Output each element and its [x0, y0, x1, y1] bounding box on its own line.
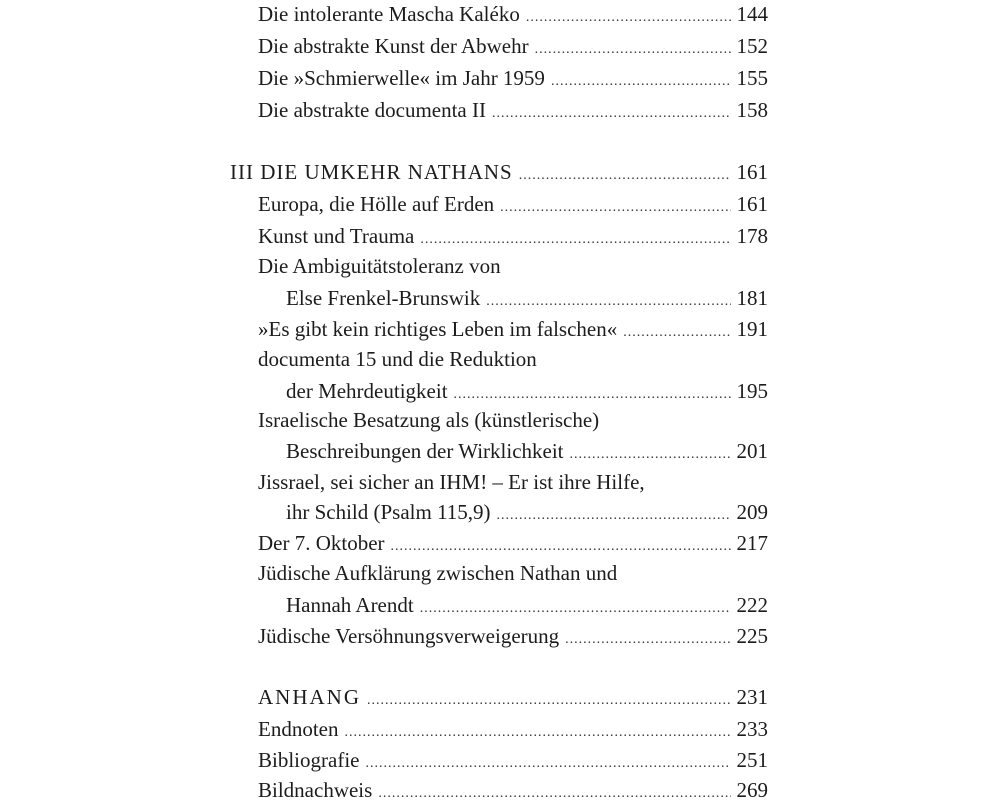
toc-entry: [258, 220, 768, 252]
toc-entry: [258, 620, 768, 652]
toc-entry: [258, 94, 768, 126]
toc-entry-page: 195: [736, 379, 768, 403]
toc-entry: [258, 0, 768, 30]
toc-entry-page: 178: [736, 224, 768, 248]
toc-entry: [258, 313, 768, 345]
toc-entry-title: ihr Schild (Psalm 115,9): [286, 500, 491, 524]
toc-entry-page: 225: [736, 624, 768, 648]
toc-entry-title: Der 7. Oktober: [258, 531, 385, 555]
toc-entry-title: Jissrael, sei sicher an IHM! – Er ist ihre Hilfe,: [258, 470, 645, 494]
toc-entry-page: 233: [736, 717, 768, 741]
toc-section-heading: [258, 681, 768, 713]
toc-entry: [258, 744, 768, 776]
toc-entry-page: 201: [736, 439, 768, 463]
toc-entry-page: 209: [736, 500, 768, 524]
toc-entry-title: Kunst und Trauma: [258, 224, 415, 248]
toc-entry-title: documenta 15 und die Reduktion: [258, 347, 537, 371]
toc-entry-first-line: [258, 343, 768, 375]
toc-section-title: III DIE UMKEHR NATHANS: [230, 160, 513, 184]
toc-entry: [258, 30, 768, 62]
toc-entry-title: Die abstrakte Kunst der Abwehr: [258, 34, 529, 58]
toc-entry-title: Jüdische Versöhnungsverweigerung: [258, 624, 560, 648]
toc-entry-title: Israelische Besatzung als (künstlerische): [258, 408, 600, 432]
toc-entry-page: 152: [736, 34, 768, 58]
toc-entry: [258, 62, 768, 94]
toc-entry-continuation: [286, 282, 768, 314]
toc-entry-title: Beschreibungen der Wirklichkeit: [286, 439, 564, 463]
toc-entry-title: »Es gibt kein richtiges Leben im falschen«: [258, 317, 618, 341]
toc-entry-title: der Mehrdeutigkeit: [286, 379, 448, 403]
toc-entry-page: 251: [736, 748, 768, 772]
toc-entry-page: 231: [736, 685, 768, 709]
toc-entry: [258, 774, 768, 806]
toc-entry-continuation: [286, 589, 768, 621]
toc-entry-continuation: [286, 496, 768, 528]
toc-entry-continuation: [286, 375, 768, 407]
toc-entry-page: 222: [736, 593, 768, 617]
toc-entry-title: Else Frenkel-Brunswik: [286, 286, 481, 310]
toc-entry-title: Bildnachweis: [258, 778, 373, 802]
toc-entry-title: Die intolerante Mascha Kaléko: [258, 2, 520, 26]
toc-entry-page: 155: [736, 66, 768, 90]
toc-entry-continuation: [286, 435, 768, 467]
toc-entry-page: 181: [736, 286, 768, 310]
toc-entry: [258, 713, 768, 745]
toc-section-title: ANHANG: [258, 685, 361, 709]
toc-dot-leader: [378, 778, 730, 810]
toc-entry-page: 144: [736, 2, 768, 26]
toc-entry-title: Europa, die Hölle auf Erden: [258, 192, 495, 216]
toc-entry-page: 191: [736, 317, 768, 341]
toc-entry-title: Die Ambiguitätstoleranz von: [258, 254, 501, 278]
toc-entry: [258, 527, 768, 559]
toc-entry-page: 161: [736, 192, 768, 216]
toc-dot-leader: [492, 98, 731, 130]
toc-entry-page: 161: [736, 160, 768, 184]
toc-entry-page: 269: [736, 778, 768, 802]
toc-entry-title: Bibliografie: [258, 748, 360, 772]
toc-entry-title: Die abstrakte documenta II: [258, 98, 486, 122]
toc-entry-title: Jüdische Aufklärung zwischen Nathan und: [258, 561, 618, 585]
toc-entry-first-line: [258, 250, 768, 282]
toc-entry-first-line: [258, 404, 768, 436]
toc-entry-title: Hannah Arendt: [286, 593, 414, 617]
toc-entry-first-line: [258, 557, 768, 589]
toc-entry-title: Endnoten: [258, 717, 339, 741]
toc-entry-page: 158: [736, 98, 768, 122]
toc-entry-first-line: [258, 466, 768, 498]
toc-dot-leader: [565, 624, 730, 656]
toc-entry-page: 217: [736, 531, 768, 555]
toc-entry: [258, 188, 768, 220]
toc-section-heading: [230, 156, 768, 188]
toc-entry-title: Die »Schmierwelle« im Jahr 1959: [258, 66, 545, 90]
